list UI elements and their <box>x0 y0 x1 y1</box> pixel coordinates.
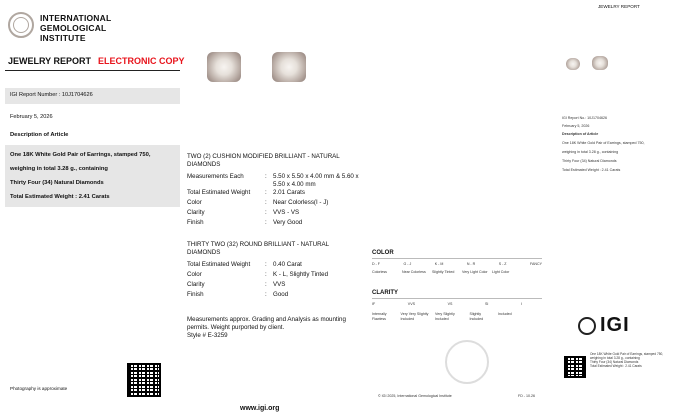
group1-value: Near Colorless(I - J) <box>273 199 329 206</box>
igi-logo-mark <box>578 317 596 335</box>
group1-key: Measurements Each <box>187 173 244 180</box>
color-desc: Light Color <box>492 270 510 275</box>
clarity-grade-row <box>372 302 522 306</box>
group1-row: Color : Near Colorless(I - J) <box>187 199 362 209</box>
group1-row: Finish : Very Good <box>187 219 362 229</box>
color-grade: K - M <box>434 262 444 266</box>
color-desc: Near Colorless <box>402 270 426 275</box>
color-grade: G - J <box>403 262 412 266</box>
org-line-1: INTERNATIONAL <box>40 13 112 23</box>
group2-row: Total Estimated Weight : 0.40 Carat <box>187 261 362 271</box>
clarity-grade: IF <box>372 302 376 306</box>
header-divider <box>5 70 180 71</box>
right-qr-code <box>564 356 586 378</box>
clarity-grade: SI <box>484 302 489 306</box>
clarity-desc: Very Slightly Included <box>435 312 455 321</box>
color-desc: Slightly Tinted <box>432 270 455 275</box>
group2-value: 0.40 Carat <box>273 261 302 268</box>
clarity-desc: Very Very Slightly Included <box>400 312 429 321</box>
style-number: Style # E-3259 <box>187 332 228 339</box>
right-report-number: IGI Report No.: 10J1704626 <box>562 116 607 120</box>
igi-logo-text: IGI <box>600 314 630 336</box>
right-card-text <box>590 352 694 368</box>
right-stones: Thirty Four (34) Natural Diamonds <box>562 159 617 163</box>
report-date: February 5, 2026 <box>10 114 53 120</box>
group1-row: Measurements Each : 5.50 x 5.50 x 4.00 mm & 5.60 x 5.50 x 4.00 mm <box>187 173 362 189</box>
card-line-1: One 18K White Gold Pair of Earrings, stamped 750, <box>590 352 664 356</box>
card-line-2: weighing in total 3.28 g., containing <box>590 356 640 360</box>
group1-key: Finish <box>187 219 204 226</box>
group2-row: Color : K - L, Slightly Tinted <box>187 271 362 281</box>
group2-value: VVS <box>273 281 286 288</box>
group2-row: Clarity : VVS <box>187 281 362 291</box>
form-code: FD - 10.26 <box>518 394 535 398</box>
right-article: One 18K White Gold Pair of Earrings, stamped 750, <box>562 141 645 145</box>
thumb-earring-right <box>592 56 608 70</box>
group2-value: Good <box>273 291 289 298</box>
clarity-scale <box>372 302 522 321</box>
group2-key: Clarity <box>187 281 205 288</box>
group1-key: Color <box>187 199 202 206</box>
color-scale <box>372 262 542 275</box>
igi-seal-logo <box>8 12 34 38</box>
group2-key: Color <box>187 271 202 278</box>
group2-value: K - L, Slightly Tinted <box>273 271 329 278</box>
report-title: JEWELRY REPORT <box>8 56 92 66</box>
clarity-desc: Internally Flawless <box>372 312 387 321</box>
clarity-grade: VVS <box>407 302 415 306</box>
color-grade: D - F <box>372 262 380 266</box>
card-line-3: Thirty Four (34) Natural Diamonds <box>590 360 639 364</box>
color-grade: FANCY <box>529 262 542 266</box>
watermark-seal <box>445 340 489 384</box>
electronic-copy-label: ELECTRONIC COPY <box>98 56 185 66</box>
total-weight-line: Total Estimated Weight : 2.41 Carats <box>10 194 110 200</box>
group2-key: Finish <box>187 291 204 298</box>
group1-value: VVS - VS <box>273 209 300 216</box>
clarity-desc: Included <box>498 312 512 317</box>
color-desc-row <box>372 270 542 274</box>
description-heading: Description of Article <box>10 132 69 138</box>
earring-photo-right <box>272 52 306 82</box>
right-date: February 5, 2026 <box>562 124 590 128</box>
color-grade: S - Z <box>498 262 507 266</box>
org-line-3: INSTITUTE <box>40 33 86 43</box>
color-desc: Very Light Color <box>462 270 488 275</box>
earring-photo-left <box>207 52 241 82</box>
color-desc: Colorless <box>372 270 387 275</box>
color-scale-line <box>372 258 542 259</box>
right-desc-heading: Description of Article <box>562 132 599 136</box>
photo-note: Photography is approximate <box>10 386 68 391</box>
right-total: Total Estimated Weight : 2.41 Carats <box>562 168 621 172</box>
copyright: © IGI 2025, International Gemological Institute <box>378 394 452 398</box>
group2-table <box>187 261 362 301</box>
report-number: IGI Report Number : 10J1704626 <box>10 92 93 98</box>
org-line-2: GEMOLOGICAL <box>40 23 107 33</box>
color-grade-row <box>372 262 542 266</box>
clarity-scale-line <box>372 298 542 299</box>
org-name <box>40 13 111 43</box>
clarity-grade: VS <box>447 302 453 306</box>
group1-title: TWO (2) CUSHION MODIFIED BRILLIANT - NATURAL DIAMONDS <box>187 153 340 168</box>
top-right-title: JEWELRY REPORT <box>598 4 640 9</box>
website-link[interactable]: www.igi.org <box>240 405 280 412</box>
clarity-desc: Slightly Included <box>469 312 484 321</box>
group1-key: Clarity <box>187 209 205 216</box>
weight-line: weighing in total 3.28 g., containing <box>10 166 108 172</box>
group1-value: 2.01 Carats <box>273 189 305 196</box>
group2-title: THIRTY TWO (32) ROUND BRILLIANT - NATURAL DIAMONDS <box>187 241 329 256</box>
article-line: One 18K White Gold Pair of Earrings, stamped 750, <box>10 152 151 158</box>
group2-row: Finish : Good <box>187 291 362 301</box>
group1-table <box>187 173 362 229</box>
right-weight: weighing in total 3.28 g., containing <box>562 150 619 154</box>
group2-key: Total Estimated Weight <box>187 261 251 268</box>
color-scale-title: COLOR <box>372 250 394 256</box>
color-grade: N - R <box>466 262 476 266</box>
group1-value: Very Good <box>273 219 303 226</box>
clarity-scale-title: CLARITY <box>372 290 398 296</box>
thumb-earring-left <box>566 58 580 70</box>
card-line-4: Total Estimated Weight : 2.41 Carats <box>590 364 642 368</box>
group1-row: Clarity : VVS - VS <box>187 209 362 219</box>
group1-key: Total Estimated Weight <box>187 189 251 196</box>
clarity-desc-row <box>372 312 522 321</box>
measurement-note: Measurements approx. Grading and Analysis as mounting permits. Weight purported by client. <box>187 316 346 331</box>
group1-value: 5.50 x 5.50 x 4.00 mm & 5.60 x 5.50 x 4.00 mm <box>273 173 359 188</box>
igi-logo <box>578 314 630 337</box>
stones-line: Thirty Four (34) Natural Diamonds <box>10 180 104 186</box>
qr-code <box>127 363 161 397</box>
group1-row: Total Estimated Weight : 2.01 Carats <box>187 189 362 199</box>
color-desc <box>522 270 542 274</box>
clarity-grade: I <box>520 302 522 306</box>
